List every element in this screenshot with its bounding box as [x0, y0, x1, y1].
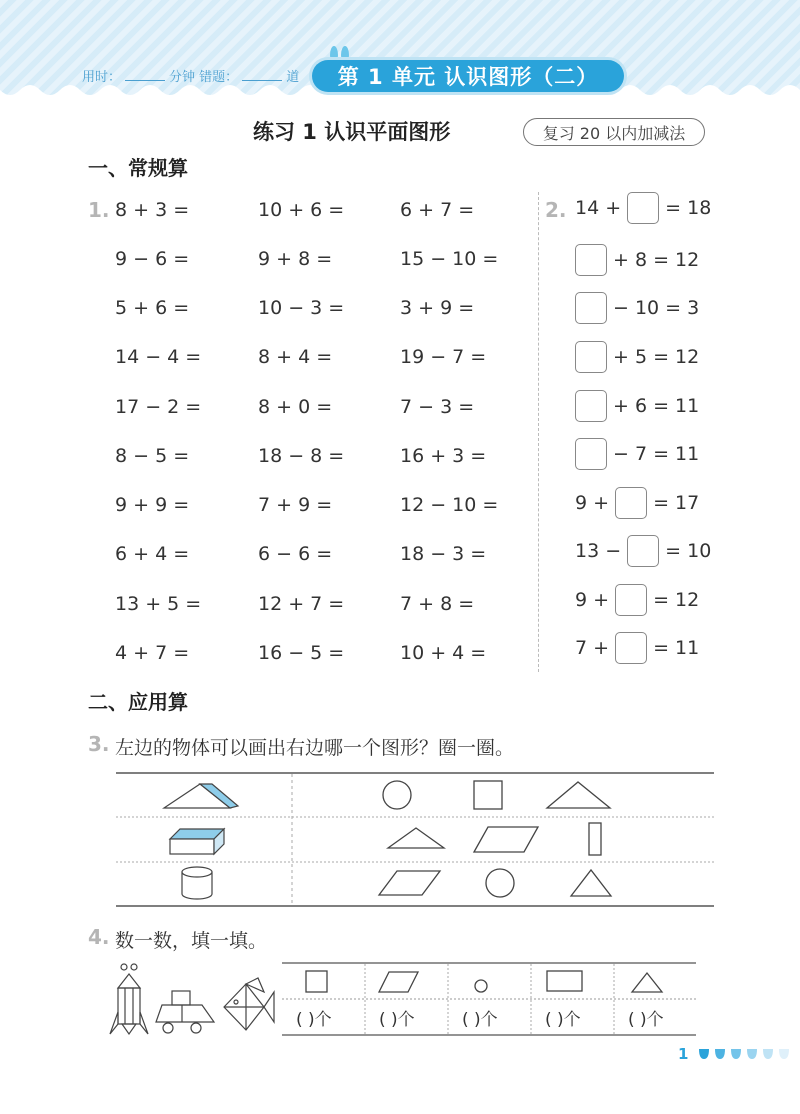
- equation: 19 − 7 =: [400, 346, 487, 368]
- answer-box[interactable]: [575, 390, 607, 422]
- equation: 14 − 4 =: [115, 346, 202, 368]
- count-answer-slot[interactable]: ( )个: [628, 1010, 664, 1030]
- box-object-icon: [170, 829, 224, 854]
- shape-count-table: [282, 962, 698, 1038]
- question-4-text: 数一数，填一填。: [115, 930, 268, 952]
- fill-equation: [575, 535, 711, 567]
- answer-box[interactable]: [615, 632, 647, 664]
- equation: 6 − 6 =: [258, 543, 333, 565]
- parallelogram-option-icon[interactable]: [474, 827, 538, 852]
- equation: 7 + 8 =: [400, 593, 475, 615]
- answer-box[interactable]: [615, 487, 647, 519]
- parallelogram-option-icon[interactable]: [379, 871, 440, 895]
- error-blank[interactable]: [242, 68, 282, 81]
- fill-equation: [575, 292, 699, 324]
- shape-matching-table: [116, 772, 716, 908]
- section-heading-1: 一、常规算: [88, 156, 188, 180]
- equation: 8 + 3 =: [115, 199, 190, 221]
- count-answer-slot[interactable]: ( )个: [545, 1010, 581, 1030]
- equation: 10 − 3 =: [258, 297, 345, 319]
- circle-option-icon[interactable]: [383, 781, 411, 809]
- minute-label: 分钟: [169, 70, 196, 85]
- equation: 12 + 7 =: [258, 593, 345, 615]
- equation: 15 − 10 =: [400, 248, 499, 270]
- equation-prefix: 9 +: [575, 589, 610, 611]
- equation: 16 − 5 =: [258, 642, 345, 664]
- equation-prefix: 14 +: [575, 197, 622, 219]
- equation: 18 − 8 =: [258, 445, 345, 467]
- time-record: [82, 66, 299, 85]
- equation-suffix: = 18: [665, 197, 712, 219]
- equation: 8 + 4 =: [258, 346, 333, 368]
- equation: 6 + 4 =: [115, 543, 190, 565]
- question-3-text: 左边的物体可以画出右边哪一个图形？圈一圈。: [115, 737, 515, 759]
- review-badge: 复习 20 以内加减法: [523, 118, 705, 146]
- answer-box[interactable]: [627, 192, 659, 224]
- page-number: 1: [678, 1045, 689, 1063]
- equation-prefix: 9 +: [575, 492, 610, 514]
- equation: 12 − 10 =: [400, 494, 499, 516]
- equation-suffix: + 8 = 12: [613, 249, 700, 271]
- equation: 8 − 5 =: [115, 445, 190, 467]
- equation: 7 − 3 =: [400, 396, 475, 418]
- answer-box[interactable]: [575, 341, 607, 373]
- column-divider: [538, 192, 539, 672]
- count-label: 道: [286, 70, 300, 85]
- answer-box[interactable]: [575, 244, 607, 276]
- equation-suffix: = 17: [653, 492, 700, 514]
- triangle-option-icon[interactable]: [571, 870, 611, 896]
- progress-drops-icon: [697, 1047, 793, 1061]
- circle-shape-icon: [475, 980, 487, 992]
- unit-title: 第 1 单元 认识图形（二）: [312, 60, 624, 92]
- equation: 16 + 3 =: [400, 445, 487, 467]
- equation-suffix: + 5 = 12: [613, 346, 700, 368]
- answer-box[interactable]: [575, 438, 607, 470]
- equation-suffix: = 10: [665, 540, 712, 562]
- composite-figures: [106, 962, 276, 1042]
- section-heading-2: 二、应用算: [88, 690, 188, 714]
- error-label: 错题：: [199, 70, 239, 85]
- question-4-number: 4.: [88, 925, 110, 949]
- equation: 10 + 6 =: [258, 199, 345, 221]
- equation-suffix: = 12: [653, 589, 700, 611]
- equation-suffix: − 10 = 3: [613, 297, 700, 319]
- fish-figure-icon: [224, 978, 274, 1030]
- fill-equation: [575, 584, 699, 616]
- equation: 3 + 9 =: [400, 297, 475, 319]
- time-blank[interactable]: [125, 68, 165, 81]
- circle-option-icon[interactable]: [486, 869, 514, 897]
- prism-object-icon: [164, 784, 238, 808]
- fill-equation: [575, 390, 699, 422]
- answer-box[interactable]: [575, 292, 607, 324]
- page-title: 练习 1 认识平面图形: [253, 120, 451, 144]
- fill-equation: [575, 192, 711, 224]
- count-answer-slot[interactable]: ( )个: [379, 1010, 415, 1030]
- fill-equation: [575, 341, 699, 373]
- equation: 17 − 2 =: [115, 396, 202, 418]
- fill-equation: [575, 438, 699, 470]
- equation: 18 − 3 =: [400, 543, 487, 565]
- fill-equation: [575, 487, 699, 519]
- answer-box[interactable]: [627, 535, 659, 567]
- question-1-number: 1.: [88, 198, 110, 222]
- equation-prefix: 13 −: [575, 540, 622, 562]
- rectangle-option-icon[interactable]: [589, 823, 601, 855]
- equation: 9 + 8 =: [258, 248, 333, 270]
- fill-equation: [575, 632, 699, 664]
- square-shape-icon: [306, 971, 327, 992]
- equation: 13 + 5 =: [115, 593, 202, 615]
- question-2-number: 2.: [545, 198, 567, 222]
- triangle-shape-icon: [632, 973, 662, 992]
- equation: 8 + 0 =: [258, 396, 333, 418]
- count-answer-slot[interactable]: ( )个: [462, 1010, 498, 1030]
- equation: 5 + 6 =: [115, 297, 190, 319]
- triangle-option-icon[interactable]: [388, 828, 444, 848]
- parallelogram-shape-icon: [379, 972, 418, 992]
- equation-suffix: − 7 = 11: [613, 443, 700, 465]
- fill-equation: [575, 244, 699, 276]
- equation: 9 − 6 =: [115, 248, 190, 270]
- equation: 4 + 7 =: [115, 642, 190, 664]
- square-option-icon[interactable]: [474, 781, 502, 809]
- question-3-number: 3.: [88, 732, 110, 756]
- car-figure-icon: [156, 991, 214, 1033]
- time-label: 用时：: [82, 70, 122, 85]
- equation: 6 + 7 =: [400, 199, 475, 221]
- cylinder-object-icon: [182, 867, 212, 899]
- equation: 7 + 9 =: [258, 494, 333, 516]
- equation-prefix: 7 +: [575, 637, 610, 659]
- equation: 10 + 4 =: [400, 642, 487, 664]
- equation-suffix: + 6 = 11: [613, 395, 700, 417]
- count-answer-slot[interactable]: ( )个: [296, 1010, 332, 1030]
- triangle-option-icon[interactable]: [547, 782, 610, 808]
- answer-box[interactable]: [615, 584, 647, 616]
- rectangle-shape-icon: [547, 971, 582, 991]
- equation-suffix: = 11: [653, 637, 700, 659]
- rocket-figure-icon: [110, 964, 148, 1034]
- equation: 9 + 9 =: [115, 494, 190, 516]
